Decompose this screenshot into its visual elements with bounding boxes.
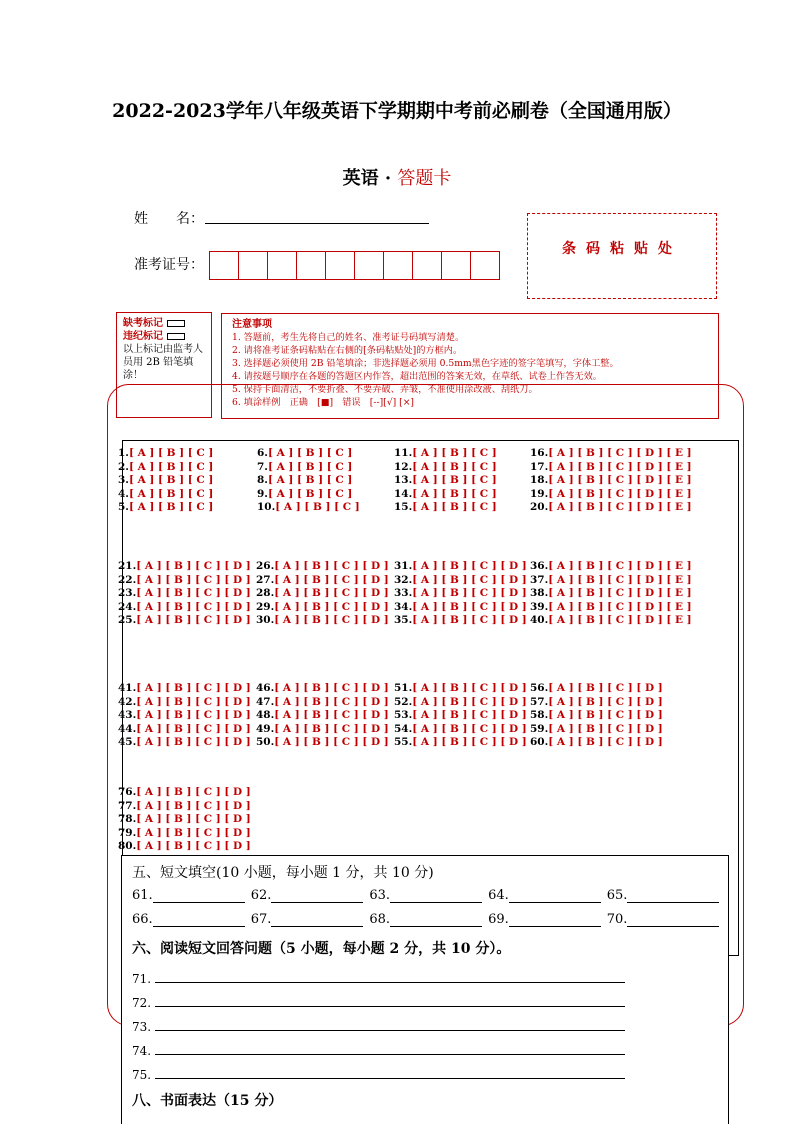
blank-field[interactable] (390, 888, 482, 903)
option-group[interactable]: [ A ] [ B ] [ C ] [ D ] [ E ] (548, 560, 692, 572)
answer-column: 26.[ A ] [ B ] [ C ] [ D ] 27.[ A ] [ B ] [ C ] [ D ] 28.[ A ] [ B ] [ C ] [ D ] 29.[ A ] [ B ] [ C ] [ D ] 30.[ A ] [ B ] [ C ] [ D ] (256, 560, 389, 627)
blank-number: 66. (132, 912, 153, 927)
answer-field[interactable] (155, 968, 625, 983)
answer-column: 11.[ A ] [ B ] [ C ] 12.[ A ] [ B ] [ C ] 13.[ A ] [ B ] [ C ] 14.[ A ] [ B ] [ C ] 15.[ A ] [ B ] [ C ] (394, 447, 497, 514)
option-group[interactable]: [ A ] [ B ] [ C ] [ D ] (274, 614, 389, 627)
blank-number: 61. (132, 888, 153, 903)
notice-item: 3. 选择题必须使用 2B 铅笔填涂；非选择题必须用 0.5mm黑色字迹的签字笔填写，字体工整。 (232, 358, 619, 369)
line-number: 73. (132, 1020, 152, 1034)
option-group[interactable]: [ A ] [ B ] [ C ] [ D ] (548, 709, 663, 722)
option-group[interactable]: [ A ] [ B ] [ C ] (412, 474, 497, 487)
answer-column: 36.[ A ] [ B ] [ C ] [ D ] [ E ] 37.[ A ] [ B ] [ C ] [ D ] [ E ] 38.[ A ] [ B ] [ C ] [ D ] [ E ] 39.[ A ] [ B ] [ C ] [ D ] [ E ] 40.[ A ] [ B ] [ C ] [ D ] [ E ] (530, 560, 692, 627)
blank-field[interactable] (153, 888, 245, 903)
option-group[interactable]: [ A ] [ B ] [ C ] (275, 501, 360, 514)
answer-column: 16.[ A ] [ B ] [ C ] [ D ] [ E ] 17.[ A ] [ B ] [ C ] [ D ] [ E ] 18.[ A ] [ B ] [ C ] [ D ] [ E ] 19.[ A ] [ B ] [ C ] [ D ] [ E ] 20.[ A ] [ B ] [ C ] [ D ] [ E ] (530, 447, 692, 514)
option-group[interactable]: [ A ] [ B ] [ C ] [ D ] [ E ] (548, 600, 692, 613)
option-group[interactable]: [ A ] [ B ] [ C ] [ D ] (412, 682, 527, 694)
notice-item: 6. 填涂样例 正确 [■] 错误 [--][√] [×] (232, 397, 414, 408)
option-group[interactable]: [ A ] [ B ] [ C ] [ D ] (136, 736, 251, 749)
blank-number: 65. (606, 888, 628, 903)
violation-label: 违纪标记 (123, 331, 163, 342)
line-number: 72. (132, 996, 152, 1010)
answer-column: 46.[ A ] [ B ] [ C ] [ D ] 47.[ A ] [ B ] [ C ] [ D ] 48.[ A ] [ B ] [ C ] [ D ] 49.[ A ] [ B ] [ C ] [ D ] 50.[ A ] [ B ] [ C ] [ D ] (256, 682, 389, 749)
answer-column: 1.[ A ] [ B ] [ C ] 2.[ A ] [ B ] [ C ] 3.[ A ] [ B ] [ C ] 4.[ A ] [ B ] [ C ] 5.[ A ] [ B ] [ C ] (118, 447, 214, 514)
answer-line (132, 1016, 625, 1034)
blank-number: 67. (250, 912, 272, 927)
blank-field[interactable] (509, 912, 601, 927)
option-group[interactable]: [ A ] [ B ] [ C ] [ D ] [ E ] (548, 501, 692, 514)
option-group[interactable]: [ A ] [ B ] [ C ] [ D ] (136, 786, 251, 798)
answer-column: 31.[ A ] [ B ] [ C ] [ D ] 32.[ A ] [ B ] [ C ] [ D ] 33.[ A ] [ B ] [ C ] [ D ] 34.[ A ] [ B ] [ C ] [ D ] 35.[ A ] [ B ] [ C ] [ D ] (394, 560, 527, 627)
blank-number: 63. (369, 888, 391, 903)
blank-field[interactable] (271, 888, 363, 903)
option-group[interactable]: [ A ] [ B ] [ C ] [ D ] [ E ] (548, 573, 692, 586)
answer-column: 51.[ A ] [ B ] [ C ] [ D ] 52.[ A ] [ B ] [ C ] [ D ] 53.[ A ] [ B ] [ C ] [ D ] 54.[ A ] [ B ] [ C ] [ D ] 55.[ A ] [ B ] [ C ] [ D ] (394, 682, 527, 749)
answer-column: 76.[ A ] [ B ] [ C ] [ D ] 77.[ A ] [ B ] [ C ] [ D ] 78.[ A ] [ B ] [ C ] [ D ] 79.[ A ] [ B ] [ C ] [ D ] 80.[ A ] [ B ] [ C ] [ D ] (118, 786, 251, 853)
section6-title: 六、阅读短文回答问题（5 小题，每小题 2 分，共 10 分）。 (132, 941, 511, 957)
answer-column: 56.[ A ] [ B ] [ C ] [ D ] 57.[ A ] [ B ] [ C ] [ D ] 58.[ A ] [ B ] [ C ] [ D ] 59.[ A ] [ B ] [ C ] [ D ] 60.[ A ] [ B ] [ C ] [ D ] (530, 682, 663, 749)
option-group[interactable]: [ A ] [ B ] [ C ] [ D ] (136, 600, 251, 613)
option-group[interactable]: [ A ] [ B ] [ C ] [ D ] [ E ] (548, 474, 692, 487)
answer-line (132, 992, 625, 1010)
blank-number: 64. (488, 888, 509, 903)
answer-field[interactable] (155, 992, 625, 1007)
option-group[interactable]: [ A ] [ B ] [ C ] [ D ] (274, 560, 389, 572)
name-label: 姓 名： (134, 211, 204, 227)
blank-number: 69. (488, 912, 509, 927)
option-group[interactable]: [ A ] [ B ] [ C ] [ D ] (548, 722, 663, 735)
option-group[interactable]: [ A ] [ B ] [ C ] [ D ] (274, 709, 389, 722)
mark-instruction: 以上标记由监考人员用 2B 铅笔填涂！ (123, 344, 203, 381)
option-group[interactable]: [ A ] [ B ] [ C ] [ D ] (274, 736, 389, 749)
option-group[interactable]: [ A ] [ B ] [ C ] (128, 487, 214, 500)
line-number: 75. (132, 1068, 152, 1082)
section8-title: 八、书面表达（15 分） (132, 1093, 283, 1109)
subjective-section (121, 855, 729, 1124)
option-group[interactable]: [ A ] [ B ] [ C ] (128, 474, 214, 487)
option-group[interactable]: [ A ] [ B ] [ C ] (412, 447, 497, 459)
option-group[interactable]: [ A ] [ B ] [ C ] [ D ] [ E ] (548, 447, 692, 459)
option-group[interactable]: [ A ] [ B ] [ C ] [ D ] [ E ] (548, 487, 692, 500)
line-number: 71. (132, 972, 152, 986)
option-group[interactable]: [ A ] [ B ] [ C ] [ D ] (136, 799, 251, 812)
option-group[interactable]: [ A ] [ B ] [ C ] [ D ] (548, 736, 663, 749)
answer-field[interactable] (155, 1016, 625, 1031)
blank-number: 70. (606, 912, 628, 927)
option-group[interactable]: [ A ] [ B ] [ C ] (267, 487, 353, 500)
mark-box (116, 312, 212, 418)
exam-no-label: 准考证号： (134, 257, 204, 273)
option-group[interactable]: [ A ] [ B ] [ C ] [ D ] (136, 560, 251, 572)
option-group[interactable]: [ A ] [ B ] [ C ] [ D ] (274, 722, 389, 735)
option-group[interactable]: [ A ] [ B ] [ C ] (412, 460, 497, 473)
option-group[interactable]: [ A ] [ B ] [ C ] [ D ] (274, 682, 389, 694)
barcode-area: 条码粘贴处 (527, 213, 717, 299)
option-group[interactable]: [ A ] [ B ] [ C ] [ D ] (274, 587, 389, 600)
answer-field[interactable] (155, 1040, 625, 1055)
page-title: 2022-2023学年八年级英语下学期期中考前必刷卷（全国通用版） (112, 100, 682, 122)
violation-checkbox[interactable] (167, 333, 185, 340)
option-group[interactable]: [ A ] [ B ] [ C ] (128, 447, 214, 459)
option-group[interactable]: [ A ] [ B ] [ C ] [ D ] (412, 587, 527, 600)
option-group[interactable]: [ A ] [ B ] [ C ] [ D ] [ E ] (548, 460, 692, 473)
notice-item: 5. 保持卡面清洁，不要折叠、不要弄破、弄皱，不准使用涂改液、刮纸刀。 (232, 384, 538, 395)
option-group[interactable]: [ A ] [ B ] [ C ] (267, 474, 353, 487)
blank-field[interactable] (390, 912, 482, 927)
answer-column: 6.[ A ] [ B ] [ C ] 7.[ A ] [ B ] [ C ] 8.[ A ] [ B ] [ C ] 9.[ A ] [ B ] [ C ] 10.[ A ] [ B ] [ C ] (257, 447, 360, 514)
answer-field[interactable] (155, 1064, 625, 1079)
blank-field[interactable] (509, 888, 601, 903)
absent-label: 缺考标记 (123, 318, 163, 329)
notice-box (221, 313, 719, 419)
option-group[interactable]: [ A ] [ B ] [ C ] [ D ] (412, 560, 527, 572)
section5-title: 五、短文填空(10 小题，每小题 1 分，共 10 分) (132, 865, 434, 881)
line-number: 74. (132, 1044, 152, 1058)
option-group[interactable]: [ A ] [ B ] [ C ] [ D ] (412, 736, 527, 749)
option-group[interactable]: [ A ] [ B ] [ C ] [ D ] (136, 709, 251, 722)
option-group[interactable]: [ A ] [ B ] [ C ] [ D ] (136, 695, 251, 708)
option-group[interactable]: [ A ] [ B ] [ C ] [ D ] (412, 709, 527, 722)
option-group[interactable]: [ A ] [ B ] [ C ] [ D ] (136, 826, 251, 839)
subtitle-subject: 英语 · (342, 168, 398, 189)
blank-number: 62. (250, 888, 272, 903)
option-group[interactable]: [ A ] [ B ] [ C ] [ D ] (136, 573, 251, 586)
option-group[interactable]: [ A ] [ B ] [ C ] [ D ] (412, 722, 527, 735)
option-group[interactable]: [ A ] [ B ] [ C ] [ D ] (274, 573, 389, 586)
option-group[interactable]: [ A ] [ B ] [ C ] [ D ] (274, 695, 389, 708)
option-group[interactable]: [ A ] [ B ] [ C ] [ D ] (136, 813, 251, 826)
answer-line (132, 968, 625, 986)
blank-field[interactable] (153, 912, 245, 927)
name-field[interactable] (205, 223, 429, 224)
exam-number-boxes[interactable] (210, 251, 500, 280)
option-group[interactable]: [ A ] [ B ] [ C ] [ D ] (274, 600, 389, 613)
blank-field[interactable] (627, 912, 719, 927)
option-group[interactable]: [ A ] [ B ] [ C ] [ D ] (412, 614, 527, 627)
notice-item: 1. 答题前，考生先将自己的姓名、准考证号码填写清楚。 (232, 332, 465, 343)
blank-number: 68. (369, 912, 391, 927)
option-group[interactable]: [ A ] [ B ] [ C ] [ D ] (136, 614, 251, 627)
option-group[interactable]: [ A ] [ B ] [ C ] [ D ] (412, 695, 527, 708)
option-group[interactable]: [ A ] [ B ] [ C ] (128, 460, 214, 473)
option-group[interactable]: [ A ] [ B ] [ C ] [ D ] (548, 695, 663, 708)
absent-checkbox[interactable] (167, 320, 185, 327)
blank-row (132, 912, 725, 927)
answer-column: 21.[ A ] [ B ] [ C ] [ D ] 22.[ A ] [ B ] [ C ] [ D ] 23.[ A ] [ B ] [ C ] [ D ] 24.[ A ] [ B ] [ C ] [ D ] 25.[ A ] [ B ] [ C ] [ D ] (118, 560, 251, 627)
option-group[interactable]: [ A ] [ B ] [ C ] [ D ] (136, 587, 251, 600)
answer-line (132, 1040, 625, 1058)
option-group[interactable]: [ A ] [ B ] [ C ] [ D ] (412, 600, 527, 613)
option-group[interactable]: [ A ] [ B ] [ C ] [ D ] [ E ] (548, 614, 692, 627)
blank-row (132, 888, 725, 903)
notice-item: 4. 请按题号顺序在各题的答题区内作答，超出范围的答案无效，在草纸、试卷上作答无效。 (232, 371, 602, 382)
option-group[interactable]: [ A ] [ B ] [ C ] (412, 487, 497, 500)
blank-field[interactable] (271, 912, 363, 927)
notice-item: 2. 请将准考证条码粘贴在右侧的[条码粘贴处]的方框内。 (232, 345, 463, 356)
option-group[interactable]: [ A ] [ B ] [ C ] (128, 501, 214, 514)
answer-line (132, 1064, 625, 1082)
option-group[interactable]: [ A ] [ B ] [ C ] [ D ] [ E ] (548, 587, 692, 600)
notice-heading: 注意事项 (232, 319, 272, 330)
option-group[interactable]: [ A ] [ B ] [ C ] [ D ] (136, 682, 251, 694)
option-group[interactable]: [ A ] [ B ] [ C ] [ D ] (136, 840, 251, 853)
option-group[interactable]: [ A ] [ B ] [ C ] (412, 501, 497, 514)
answer-column: 41.[ A ] [ B ] [ C ] [ D ] 42.[ A ] [ B ] [ C ] [ D ] 43.[ A ] [ B ] [ C ] [ D ] 44.[ A ] [ B ] [ C ] [ D ] 45.[ A ] [ B ] [ C ] [ D ] (118, 682, 251, 749)
option-group[interactable]: [ A ] [ B ] [ C ] (267, 460, 353, 473)
option-group[interactable]: [ A ] [ B ] [ C ] [ D ] (548, 682, 663, 694)
blank-field[interactable] (627, 888, 719, 903)
subtitle-card: 答题卡 (397, 168, 452, 189)
option-group[interactable]: [ A ] [ B ] [ C ] [ D ] (412, 573, 527, 586)
card-subtitle (0, 164, 794, 190)
option-group[interactable]: [ A ] [ B ] [ C ] [ D ] (136, 722, 251, 735)
option-group[interactable]: [ A ] [ B ] [ C ] (267, 447, 353, 459)
